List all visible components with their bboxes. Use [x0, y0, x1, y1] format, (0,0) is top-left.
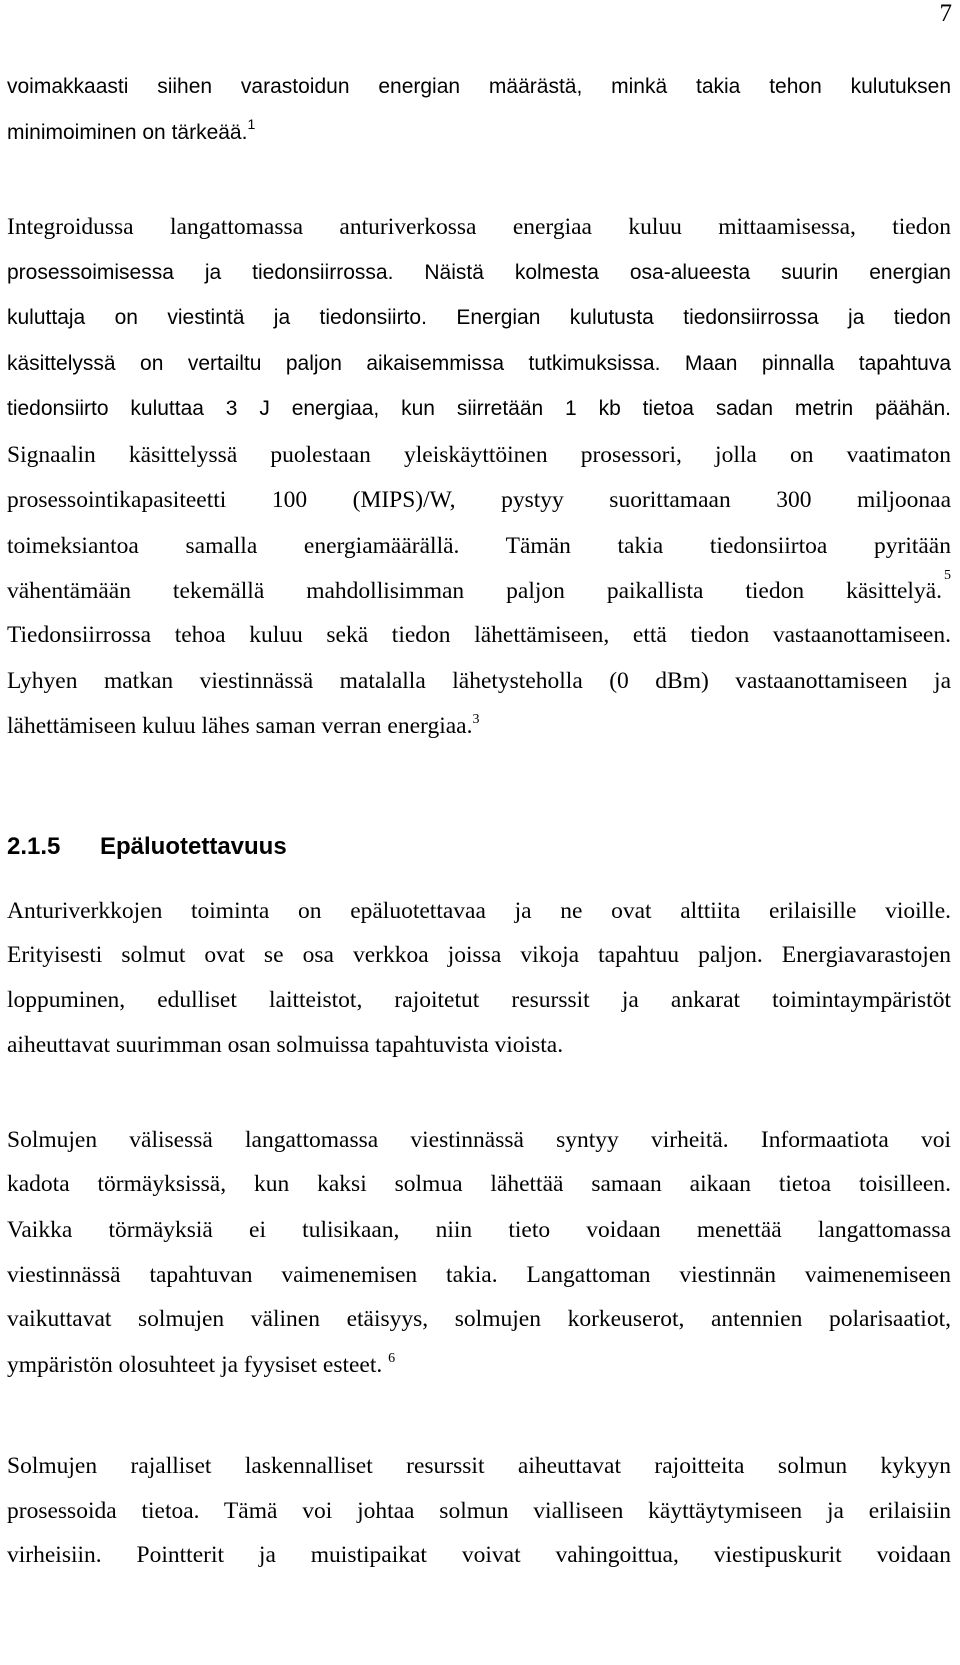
text-line: Anturiverkkojen toiminta on epäluotettavaa ja ne ovat alttiita erilaisille vioille. — [7, 898, 951, 924]
footnote-ref: 6 — [388, 1351, 396, 1366]
text-line: Integroidussa langattomassa anturiverkossa energiaa kuluu mittaamisessa, tiedon — [7, 214, 951, 240]
footnote-ref: 1 — [247, 116, 256, 132]
text-line: lähettämiseen kuluu lähes saman verran energiaa.$^3$ — [7, 712, 480, 739]
text-line: viestinnässä tapahtuvan vaimenemisen takia. Langattoman viestinnän vaimenemiseen — [7, 1262, 951, 1288]
text-line: vähentämään tekemällä mahdollisimman paljon paikallista tiedon käsittelyä. 5 — [7, 568, 951, 604]
text-line: minimoiminen on tärkeää.$^1$ — [7, 116, 256, 144]
footnote-ref: 3 — [472, 712, 480, 727]
text-line: kadota törmäyksissä, kun kaksi solmua lähettää samaan aikaan tietoa toisilleen. — [7, 1171, 951, 1197]
text-line: vaikuttavat solmujen välinen etäisyys, solmujen korkeuserot, antennien polarisaatiot, — [7, 1306, 951, 1332]
section-title: Epäluotettavuus — [100, 833, 287, 860]
text-line: kuluttaja on viestintä ja tiedonsiirto. Energian kulutusta tiedonsiirrossa ja tiedon — [7, 306, 951, 329]
text-line: aiheuttavat suurimman osan solmuissa tapahtuvista vioista. — [7, 1032, 564, 1058]
text-line: Lyhyen matkan viestinnässä matalalla lähetysteholla (0 dBm) vastaanottamiseen ja — [7, 668, 951, 694]
text-line: Signaalin käsittelyssä puolestaan yleiskäyttöinen prosessori, jolla on vaatimaton — [7, 442, 951, 468]
text-line: prosessoida tietoa. Tämä voi johtaa solmun vialliseen käyttäytymiseen ja erilaisiin — [7, 1498, 951, 1524]
text-line: Tiedonsiirrossa tehoa kuluu sekä tiedon lähettämiseen, että tiedon vastaanottamiseen. — [7, 622, 951, 648]
text-line: käsittelyssä on vertailtu paljon aikaisemmissa tutkimuksissa. Maan pinnalla tapahtuva — [7, 352, 951, 375]
text-line: loppuminen, edulliset laitteistot, rajoitetut resurssit ja ankarat toimintaympäristöt — [7, 987, 951, 1013]
section-number: 2.1.5 — [7, 833, 61, 860]
text-line: tiedonsiirto kuluttaa 3 J energiaa, kun siirretään 1 kb tietoa sadan metrin päähän. — [7, 397, 951, 420]
section-heading — [7, 833, 287, 861]
text-line: toimeksiantoa samalla energiamäärällä. Tämän takia tiedonsiirtoa pyritään — [7, 533, 951, 559]
text-line: ympäristön olosuhteet ja fyysiset esteet. $^6$ — [7, 1351, 396, 1378]
text-line: virheisiin. Pointterit ja muistipaikat voivat vahingoittua, viestipuskurit voidaan — [7, 1542, 951, 1568]
text-line: Solmujen rajalliset laskennalliset resurssit aiheuttavat rajoitteita solmun kykyyn — [7, 1453, 951, 1479]
text-line: prosessoimisessa ja tiedonsiirrossa. Näistä kolmesta osa-alueesta suurin energian — [7, 261, 951, 284]
page-number: 7 — [939, 0, 952, 27]
text-line: Erityisesti solmut ovat se osa verkkoa joissa vikoja tapahtuu paljon. Energiavarastojen — [7, 942, 951, 968]
text-line: prosessointikapasiteetti 100 (MIPS)/W, pystyy suorittamaan 300 miljoonaa — [7, 487, 951, 513]
footnote-ref: 5 — [944, 568, 951, 583]
text-line: Vaikka törmäyksiä ei tulisikaan, niin tieto voidaan menettää langattomassa — [7, 1217, 951, 1243]
text-line: voimakkaasti siihen varastoidun energian määrästä, minkä takia tehon kulutuksen — [7, 75, 951, 98]
text-line: Solmujen välisessä langattomassa viestinnässä syntyy virheitä. Informaatiota voi — [7, 1127, 951, 1153]
